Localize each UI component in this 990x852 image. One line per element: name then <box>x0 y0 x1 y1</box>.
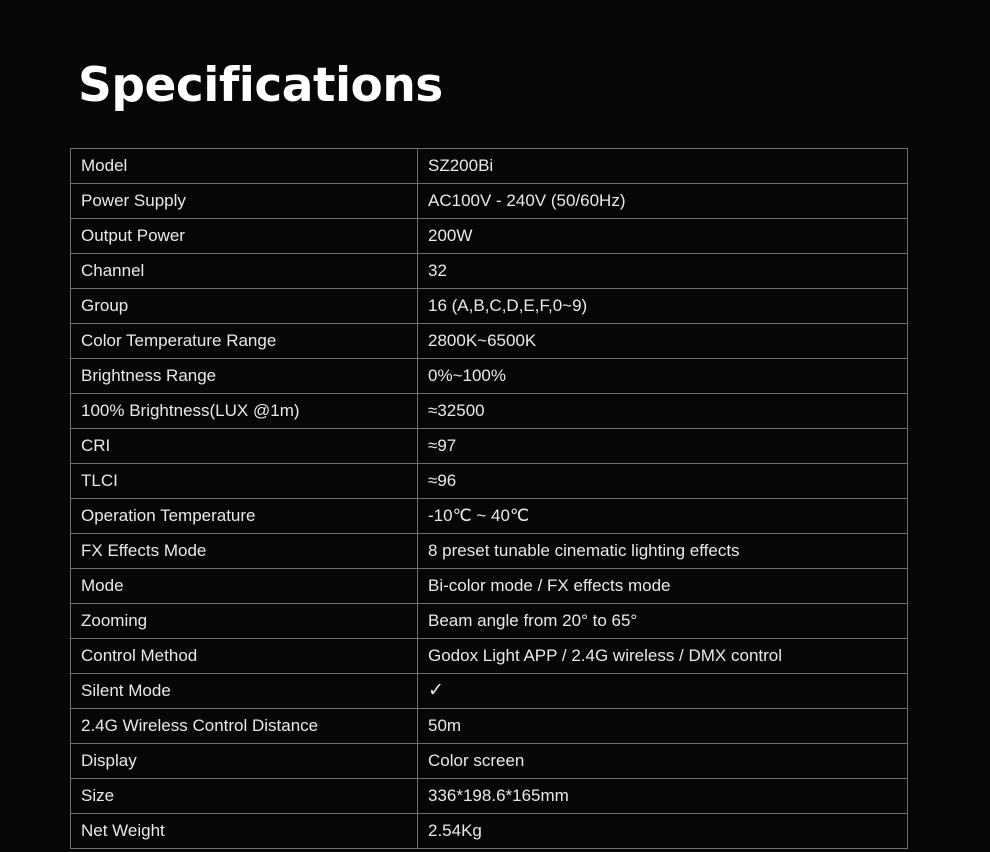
spec-label: Operation Temperature <box>71 499 418 534</box>
spec-label: Control Method <box>71 639 418 674</box>
spec-label: Silent Mode <box>71 674 418 709</box>
spec-label: Size <box>71 779 418 814</box>
table-row <box>71 219 908 254</box>
spec-value <box>418 674 908 709</box>
spec-value: Beam angle from 20° to 65° <box>418 604 908 639</box>
spec-label: Channel <box>71 254 418 289</box>
table-row <box>71 604 908 639</box>
spec-value: -10℃ ~ 40℃ <box>418 499 908 534</box>
table-row <box>71 254 908 289</box>
table-row <box>71 429 908 464</box>
table-row <box>71 499 908 534</box>
spec-label: 2.4G Wireless Control Distance <box>71 709 418 744</box>
spec-label: Group <box>71 289 418 324</box>
table-row <box>71 149 908 184</box>
table-row <box>71 534 908 569</box>
spec-label: Mode <box>71 569 418 604</box>
spec-label: Model <box>71 149 418 184</box>
table-row <box>71 674 908 709</box>
page-title: Specifications <box>78 58 443 113</box>
spec-value: Godox Light APP / 2.4G wireless / DMX control <box>418 639 908 674</box>
table-row <box>71 779 908 814</box>
spec-value: SZ200Bi <box>418 149 908 184</box>
table-row <box>71 324 908 359</box>
spec-label: FX Effects Mode <box>71 534 418 569</box>
spec-label: CRI <box>71 429 418 464</box>
spec-label: Color Temperature Range <box>71 324 418 359</box>
table-row <box>71 289 908 324</box>
specifications-table <box>70 148 908 849</box>
spec-label: Power Supply <box>71 184 418 219</box>
table-row <box>71 709 908 744</box>
table-row <box>71 639 908 674</box>
table-row <box>71 184 908 219</box>
table-row <box>71 814 908 849</box>
table-row <box>71 359 908 394</box>
table-row <box>71 569 908 604</box>
spec-value: 32 <box>418 254 908 289</box>
spec-value: 2.54Kg <box>418 814 908 849</box>
spec-label: Net Weight <box>71 814 418 849</box>
spec-value: ≈97 <box>418 429 908 464</box>
spec-label: 100% Brightness(LUX @1m) <box>71 394 418 429</box>
spec-label: Output Power <box>71 219 418 254</box>
spec-value: Bi-color mode / FX effects mode <box>418 569 908 604</box>
table-row <box>71 464 908 499</box>
spec-value: 336*198.6*165mm <box>418 779 908 814</box>
spec-value: 16 (A,B,C,D,E,F,0~9) <box>418 289 908 324</box>
spec-label: Zooming <box>71 604 418 639</box>
spec-value: AC100V - 240V (50/60Hz) <box>418 184 908 219</box>
spec-label: Display <box>71 744 418 779</box>
spec-label: Brightness Range <box>71 359 418 394</box>
spec-value: ≈96 <box>418 464 908 499</box>
spec-value: 200W <box>418 219 908 254</box>
check-icon: ✓ <box>428 680 444 702</box>
spec-value: 8 preset tunable cinematic lighting effects <box>418 534 908 569</box>
table-row <box>71 744 908 779</box>
spec-value: 2800K~6500K <box>418 324 908 359</box>
spec-value: Color screen <box>418 744 908 779</box>
spec-value: 50m <box>418 709 908 744</box>
table-row <box>71 394 908 429</box>
spec-value: 0%~100% <box>418 359 908 394</box>
spec-label: TLCI <box>71 464 418 499</box>
spec-value: ≈32500 <box>418 394 908 429</box>
